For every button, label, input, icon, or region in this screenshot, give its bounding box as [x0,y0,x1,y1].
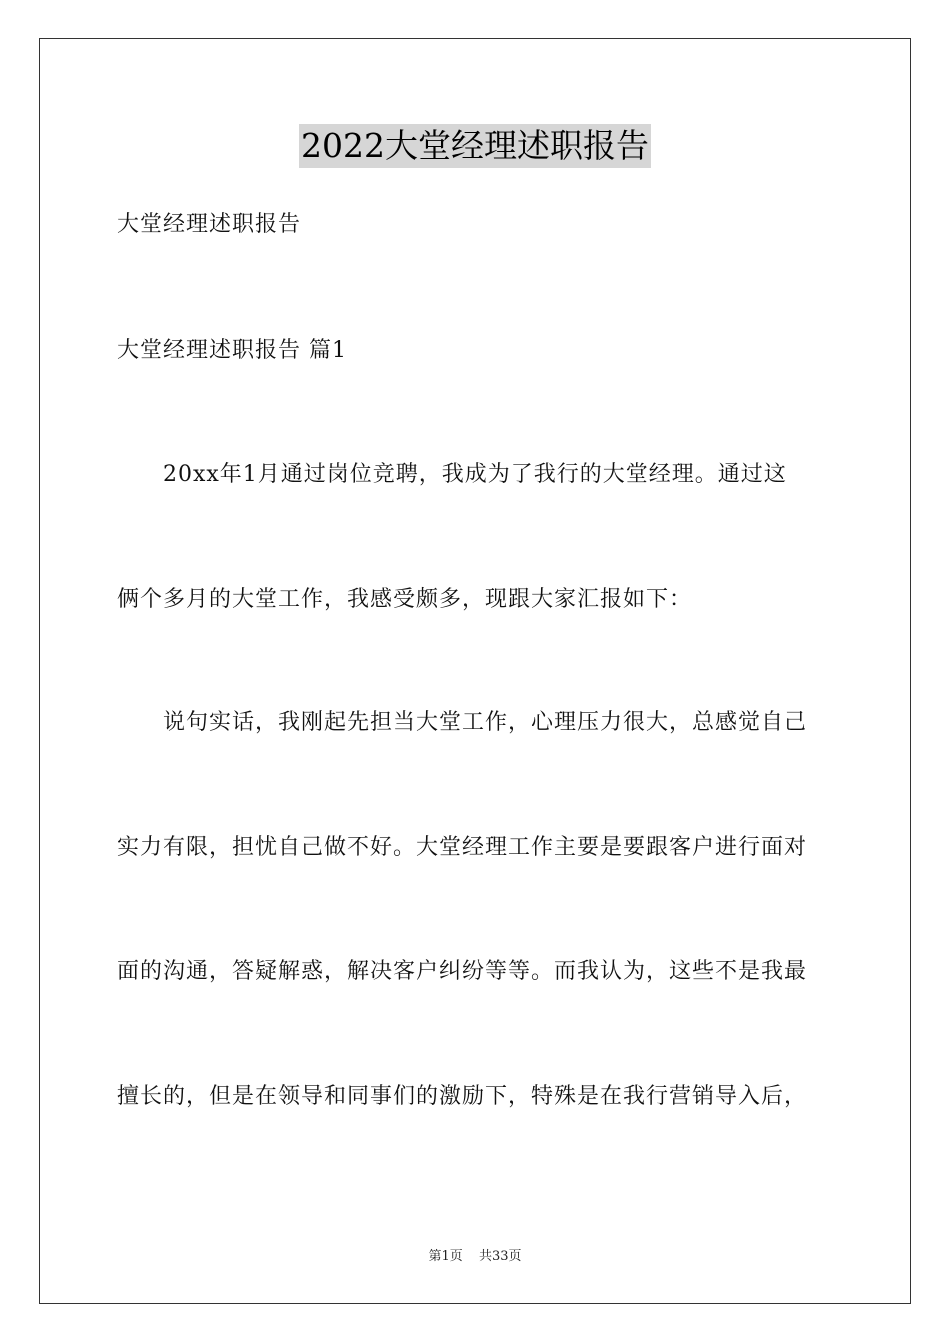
paragraph-line: 实力有限，担忧自己做不好。大堂经理工作主要是要跟客户进行面对 [117,835,808,860]
paragraph-line: 面的沟通，答疑解惑，解决客户纠纷等等。而我认为，这些不是我最 [117,959,808,984]
title-container [0,124,950,168]
page-footer [0,1248,950,1266]
page-number: 第1页 [428,1249,463,1264]
document-subtitle: 大堂经理述职报告 [117,212,302,237]
document-title: 2022大堂经理述职报告 [299,124,651,168]
paragraph-line: 擅长的，但是在领导和同事们的激励下，特殊是在我行营销导入后， [117,1084,808,1109]
page-total: 共33页 [478,1249,522,1264]
paragraph-line: 说句实话，我刚起先担当大堂工作，心理压力很大，总感觉自己 [163,710,808,735]
section-heading: 大堂经理述职报告 篇1 [117,338,347,363]
paragraph-line: 20xx年1月通过岗位竞聘，我成为了我行的大堂经理。通过这 [163,462,787,487]
paragraph-line: 俩个多月的大堂工作，我感受颇多，现跟大家汇报如下： [117,587,693,612]
